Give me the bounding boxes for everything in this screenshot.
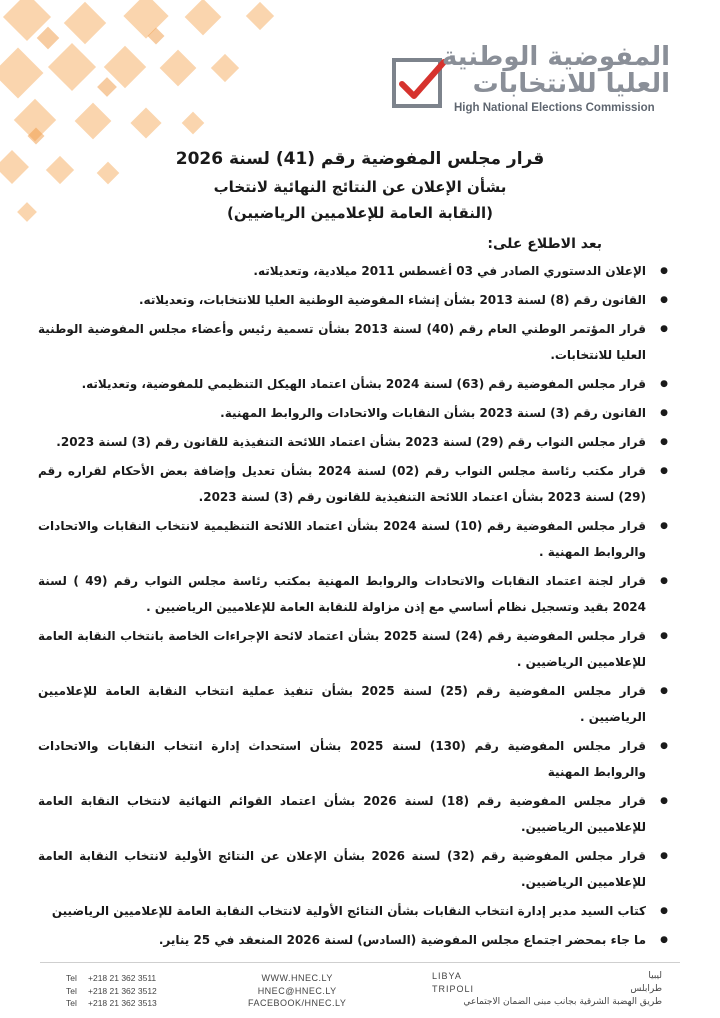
- phone-label: Tel: [66, 998, 77, 1008]
- phone-label: Tel: [66, 985, 77, 996]
- list-item: ● قرار لجنة اعتماد النقابات والاتحادات والروابط المهنية بمكتب رئاسة مجلس النواب رقم (49 ) لسنة 2024 بقيد وتسجيل نظام أساسي مع إذن مزاولة للنقابة العامة للإعلاميين الرياضيين .: [38, 568, 668, 620]
- list-item: ● الإعلان الدستوري الصادر في 03 أغسطس 2011 ميلادية، وتعديلاته.: [38, 258, 668, 284]
- country-en: LIBYA: [432, 971, 462, 981]
- title-line-2: بشأن الإعلان عن النتائج النهائية لانتخاب: [213, 178, 507, 196]
- page-footer: [0, 962, 720, 1018]
- list-item: ● قرار مجلس المفوضية رقم (32) لسنة 2026 بشأن الإعلان عن النتائج الأولية لانتخاب النقابة العامة للإعلاميين الرياضيين.: [38, 843, 668, 895]
- email-link[interactable]: HNEC@HNEC.LY: [257, 985, 337, 996]
- list-item: ● قرار مجلس المفوضية رقم (18) لسنة 2026 بشأن اعتماد القوائم النهائية لانتخاب النقابة العامة للإعلاميين الرياضيين.: [38, 788, 668, 840]
- city-ar: طرابلس: [630, 984, 662, 994]
- phone-number: +218 21 362 3513: [88, 998, 157, 1008]
- title-line-1: قرار مجلس المفوضية رقم (41) لسنة 2026: [175, 149, 545, 169]
- list-item: ● قرار مجلس المفوضية رقم (130) لسنة 2025 بشأن استحداث إدارة انتخاب النقابات والاتحادات والروابط المهنية: [38, 733, 668, 785]
- list-item: ● القانون رقم (3) لسنة 2023 بشأن النقابات والاتحادات والروابط المهنية.: [38, 400, 668, 426]
- references-list: [38, 258, 668, 956]
- country-ar: ليبيا: [648, 971, 662, 981]
- list-item: ● قرار مجلس المفوضية رقم (25) لسنة 2025 بشأن تنفيذ عملية انتخاب النقابة العامة للإعلاميين الرياضيين .: [38, 678, 668, 730]
- decision-title: [0, 146, 720, 226]
- list-item: ● قرار مجلس المفوضية رقم (63) لسنة 2024 بشأن اعتماد الهيكل التنظيمي للمفوضية، وتعديلاته.: [38, 371, 668, 397]
- phone-label: Tel: [66, 973, 77, 983]
- footer-web-links: [248, 972, 346, 1010]
- check-box-logo-icon: [390, 54, 448, 112]
- intro-heading: بعد الاطلاع على:: [487, 236, 602, 252]
- list-item: ● قرار مجلس المفوضية رقم (10) لسنة 2024 بشأن اعتماد اللائحة التنظيمية لانتخاب النقابات والاتحادات والروابط المهنية .: [38, 513, 668, 565]
- list-item: ● قرار مكتب رئاسة مجلس النواب رقم (02) لسنة 2024 بشأن تعديل وإضافة بعض الأحكام لقراره رقم (29) لسنة 2023 بشأن اعتماد اللائحة التنفيذية للقانون رقم (3) لسنة 2023.: [38, 458, 668, 510]
- phone-number: +218 21 362 3512: [88, 985, 157, 996]
- phone-number: +218 21 362 3511: [88, 973, 157, 983]
- facebook-link[interactable]: FACEBOOK/HNEC.LY: [248, 998, 347, 1008]
- logo-english-name: High National Elections Commission: [454, 102, 655, 114]
- hnec-logo: [390, 42, 690, 122]
- list-item: ● قرار مجلس النواب رقم (29) لسنة 2023 بشأن اعتماد اللائحة التنفيذية للقانون رقم (3) لسنة 2023.: [38, 429, 668, 455]
- list-item: ● قرار مجلس المفوضية رقم (24) لسنة 2025 بشأن اعتماد لائحة الإجراءات الخاصة بانتخاب النقابة العامة للإعلاميين الرياضيين .: [38, 623, 668, 675]
- website-link[interactable]: WWW.HNEC.LY: [261, 973, 333, 983]
- list-item: ● كتاب السيد مدير إدارة انتخاب النقابات بشأن النتائج الأولية لانتخاب النقابة العامة للإعلاميين الرياضيين: [38, 898, 668, 924]
- footer-phones: [66, 972, 157, 1010]
- logo-arabic-line-2: العليا للانتخابات: [472, 69, 670, 99]
- list-item: ● ما جاء بمحضر اجتماع مجلس المفوضية (السادس) لسنة 2026 المنعقد في 25 يناير.: [38, 927, 668, 953]
- footer-divider: [40, 962, 680, 963]
- street-ar: طريق الهضبة الشرقية بجانب مبنى الضمان الاجتماعي: [463, 997, 662, 1007]
- list-item: ● قرار المؤتمر الوطني العام رقم (40) لسنة 2013 بشأن تسمية رئيس وأعضاء مجلس المفوضية الوطنية العليا للانتخابات.: [38, 316, 668, 368]
- city-en: TRIPOLI: [432, 984, 475, 994]
- title-line-3: (النقابة العامة للإعلاميين الرياضيين): [227, 204, 493, 222]
- list-item: ● القانون رقم (8) لسنة 2013 بشأن إنشاء المفوضية الوطنية العليا للانتخابات، وتعديلاته.: [38, 287, 668, 313]
- footer-address-arabic: [463, 970, 662, 1009]
- logo-arabic-line-1: المفوضية الوطنية: [441, 42, 670, 72]
